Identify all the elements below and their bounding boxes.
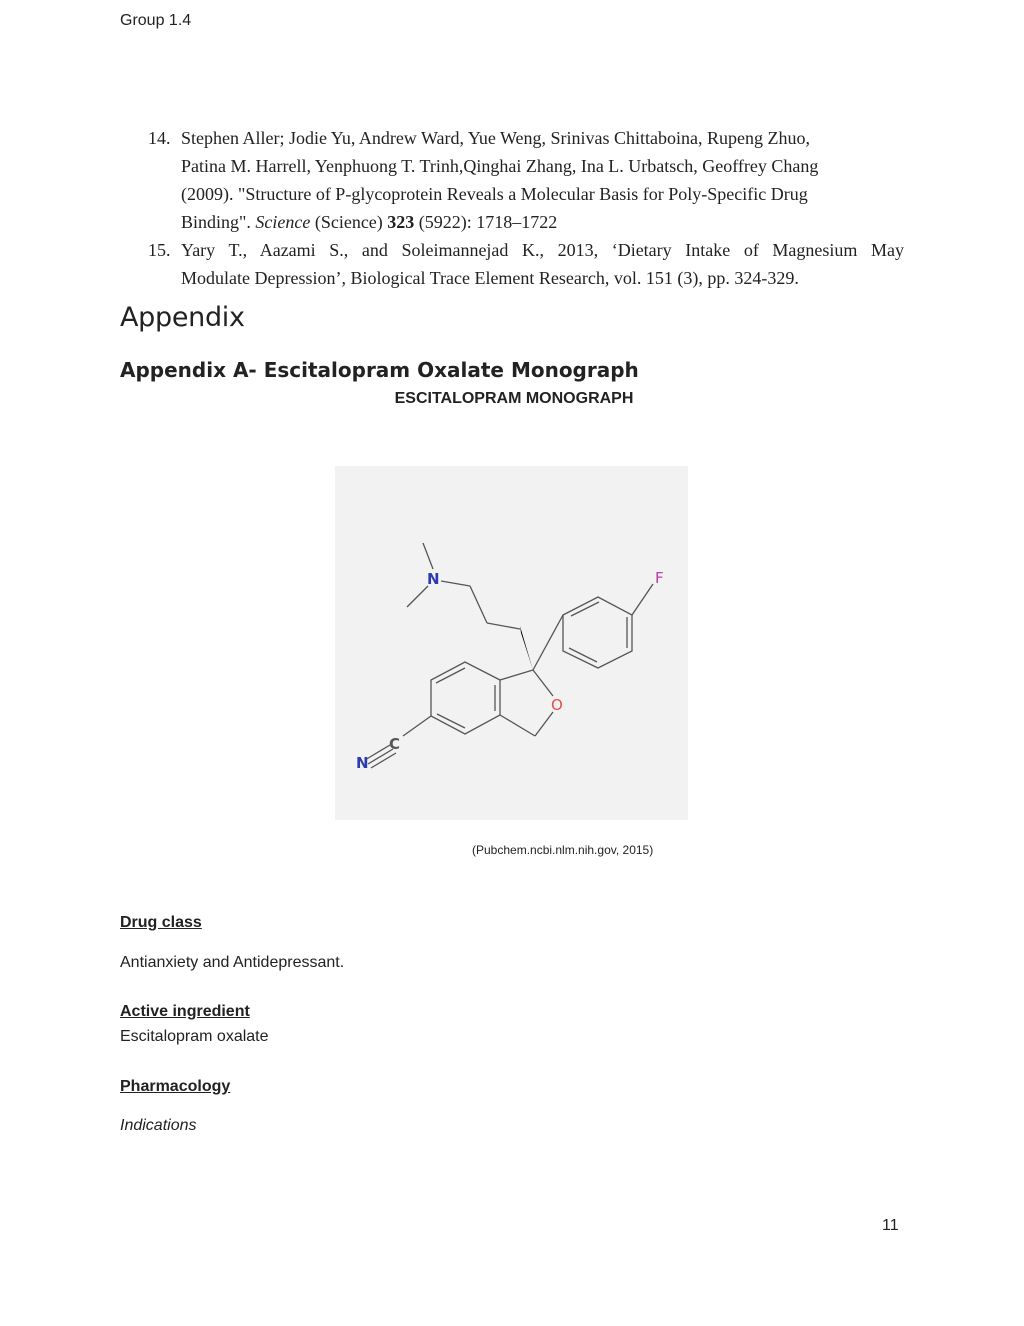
pharmacology-heading: Pharmacology [120, 1078, 231, 1095]
reference-tail: (5922): 1718–1722 [414, 212, 558, 232]
reference-line: Yary T., Aazami S., and Soleimannejad K., 2013, ‘Dietary Intake of Magnesium May [181, 240, 904, 260]
reference-list [148, 124, 904, 292]
reference-item [148, 124, 904, 236]
reference-journal: Science [255, 212, 311, 232]
chain-bond-1 [441, 581, 470, 586]
reference-line: (2009). "Structure of P-glycoprotein Reveals a Molecular Basis for Poly-Specific Drug [181, 184, 808, 204]
c-cn-bond [403, 716, 431, 736]
o-ch2-bond [535, 712, 553, 736]
chemical-structure-image [335, 466, 688, 820]
chain-bond-3 [487, 623, 520, 629]
page-header-group: Group 1.4 [120, 12, 192, 29]
fluorophenyl-ring [563, 597, 632, 668]
page-number: 11 [882, 1217, 899, 1234]
reference-item [148, 236, 904, 292]
reference-number: 14. [148, 128, 171, 148]
c-o-bond [533, 670, 553, 696]
active-ingredient-heading: Active ingredient [120, 1003, 250, 1020]
chain-bond-2 [470, 586, 487, 623]
reference-line [181, 208, 904, 236]
reference-number: 15. [148, 240, 171, 260]
atom-label-nitrile-nitrogen: N [356, 754, 369, 772]
methyl-bond-bottom [407, 586, 428, 607]
structure-atom-labels [356, 569, 664, 772]
drug-class-heading: Drug class [120, 914, 202, 931]
ring-double-bond [569, 648, 597, 662]
reference-text [181, 236, 904, 292]
escitalopram-structure-svg [335, 466, 688, 820]
image-caption: (Pubchem.ncbi.nlm.nih.gov, 2015) [472, 843, 654, 857]
stereo-wedge-bond [520, 626, 533, 670]
chiral-phenyl-bond [533, 615, 563, 670]
active-ingredient-text: Escitalopram oxalate [120, 1028, 269, 1045]
atom-label-carbon: C [389, 735, 401, 753]
reference-volume: 323 [387, 212, 415, 232]
reference-line: Modulate Depression’, Biological Trace Element Research, vol. 151 (3), pp. 324-329. [181, 268, 799, 288]
benzo-ring [431, 662, 500, 734]
methyl-bond-top [423, 543, 433, 569]
atom-label-fluorine: F [655, 569, 664, 587]
reference-prefix: Binding". [181, 212, 256, 232]
appendix-a-heading: Appendix A- Escitalopram Oxalate Monograph [120, 358, 639, 382]
monograph-title-row [0, 390, 1024, 408]
atom-label-amine-nitrogen: N [427, 570, 440, 588]
drug-class-text: Antianxiety and Antidepressant. [120, 954, 345, 971]
structure-bonds [365, 543, 653, 768]
reference-text [181, 124, 904, 236]
reference-mid: (Science) [310, 212, 388, 232]
c-f-bond [632, 584, 653, 615]
indications-subheading: Indications [120, 1117, 197, 1134]
chiral-ring-bond [500, 670, 533, 680]
appendix-heading: Appendix [120, 302, 245, 333]
ch2-ring-bond [500, 715, 535, 736]
reference-line: Patina M. Harrell, Yenphuong T. Trinh,Qinghai Zhang, Ina L. Urbatsch, Geoffrey Chang [181, 156, 819, 176]
reference-line: Stephen Aller; Jodie Yu, Andrew Ward, Yue Weng, Srinivas Chittaboina, Rupeng Zhuo, [181, 128, 811, 148]
atom-label-oxygen: O [551, 696, 563, 714]
monograph-title: ESCITALOPRAM MONOGRAPH [394, 390, 634, 407]
